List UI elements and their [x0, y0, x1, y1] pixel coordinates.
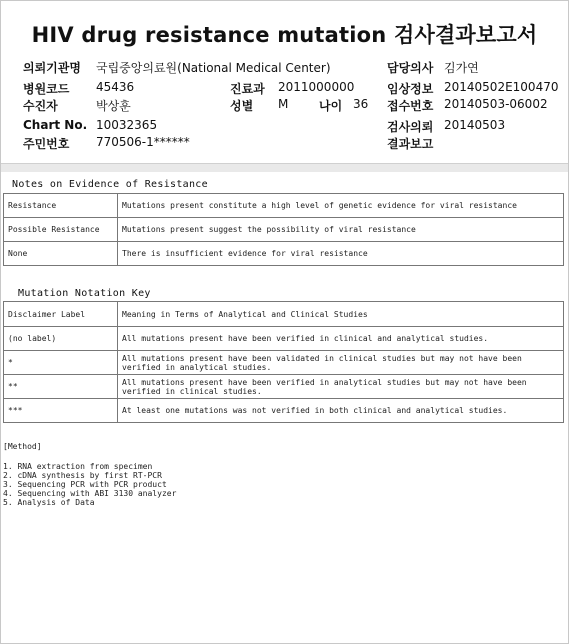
table-row [4, 375, 564, 399]
notation-header-label: Disclaimer Label [4, 302, 118, 327]
age-value: 36 [353, 97, 369, 111]
clinical-info-value: 20140502E100470 [444, 80, 559, 94]
table-header-row [4, 302, 564, 327]
notation-label-cell: (no label) [4, 327, 118, 351]
method-step: 1. RNA extraction from specimen [3, 462, 153, 471]
clinical-info-label: 임상정보 [387, 82, 434, 96]
resident-no-value: 770506-1****** [96, 135, 190, 149]
request-value: 20140503 [444, 118, 506, 132]
notation-text-cell: All mutations present have been verified in analytical studies but may not have been verified in clinical studies. [118, 375, 564, 399]
notation-label-cell: * [4, 351, 118, 375]
method-step: 3. Sequencing PCR with PCR product [3, 480, 167, 489]
table-row [4, 399, 564, 423]
notation-text-cell: All mutations present have been validated in clinical studies but may not have been verified in analytical studies. [118, 351, 564, 375]
doctor-value: 김가연 [444, 61, 479, 75]
notes-text-cell: Mutations present suggest the possibility of viral resistance [118, 218, 564, 242]
notes-title: Notes on Evidence of Resistance [12, 179, 208, 190]
chart-no-value: 10032365 [96, 118, 158, 132]
result-report-label: 결과보고 [387, 137, 434, 151]
notes-text-cell: There is insufficient evidence for viral resistance [118, 242, 564, 266]
request-label: 검사의뢰 [387, 120, 434, 134]
patient-label: 수진자 [23, 99, 58, 113]
notes-label-cell: None [4, 242, 118, 266]
notes-label-cell: Possible Resistance [4, 218, 118, 242]
patient-value: 박상훈 [96, 99, 131, 113]
notes-text-cell: Mutations present constitute a high level of genetic evidence for viral resistance [118, 194, 564, 218]
doctor-label: 담당의사 [387, 61, 434, 75]
method-step: 4. Sequencing with ABI 3130 analyzer [3, 489, 177, 498]
notation-text-cell: At least one mutations was not verified in both clinical and analytical studies. [118, 399, 564, 423]
notation-text-cell: All mutations present have been verified in clinical and analytical studies. [118, 327, 564, 351]
dept-label: 진료과 [230, 82, 265, 96]
table-row [4, 194, 564, 218]
receipt-no-value: 20140503-06002 [444, 97, 548, 111]
institution-value: 국립중앙의료원(National Medical Center) [96, 61, 331, 75]
report-header [1, 1, 568, 163]
notation-header-text: Meaning in Terms of Analytical and Clinical Studies [118, 302, 564, 327]
method-title: [Method] [3, 442, 42, 451]
chart-no-label: Chart No. [23, 118, 88, 132]
sex-value: M [278, 97, 289, 111]
table-row [4, 242, 564, 266]
resident-no-label: 주민번호 [23, 137, 70, 151]
hospital-code-value: 45436 [96, 80, 135, 94]
method-step: 2. cDNA synthesis by first RT-PCR [3, 471, 162, 480]
notation-table [3, 301, 564, 423]
method-step: 5. Analysis of Data [3, 498, 95, 507]
header-divider [1, 163, 568, 172]
notes-label-cell: Resistance [4, 194, 118, 218]
table-row [4, 218, 564, 242]
institution-label: 의뢰기관명 [23, 61, 81, 75]
table-row [4, 327, 564, 351]
sex-label: 성별 [230, 99, 254, 113]
report-title: HIV drug resistance mutation 검사결과보고서 [31, 23, 538, 47]
dept-value: 2011000000 [278, 80, 355, 94]
receipt-no-label: 접수번호 [387, 99, 434, 113]
hospital-code-label: 병원코드 [23, 82, 70, 96]
notation-title: Mutation Notation Key [18, 288, 151, 299]
notation-label-cell: *** [4, 399, 118, 423]
notes-table [3, 193, 564, 266]
notation-label-cell: ** [4, 375, 118, 399]
table-row [4, 351, 564, 375]
age-label: 나이 [319, 99, 343, 113]
